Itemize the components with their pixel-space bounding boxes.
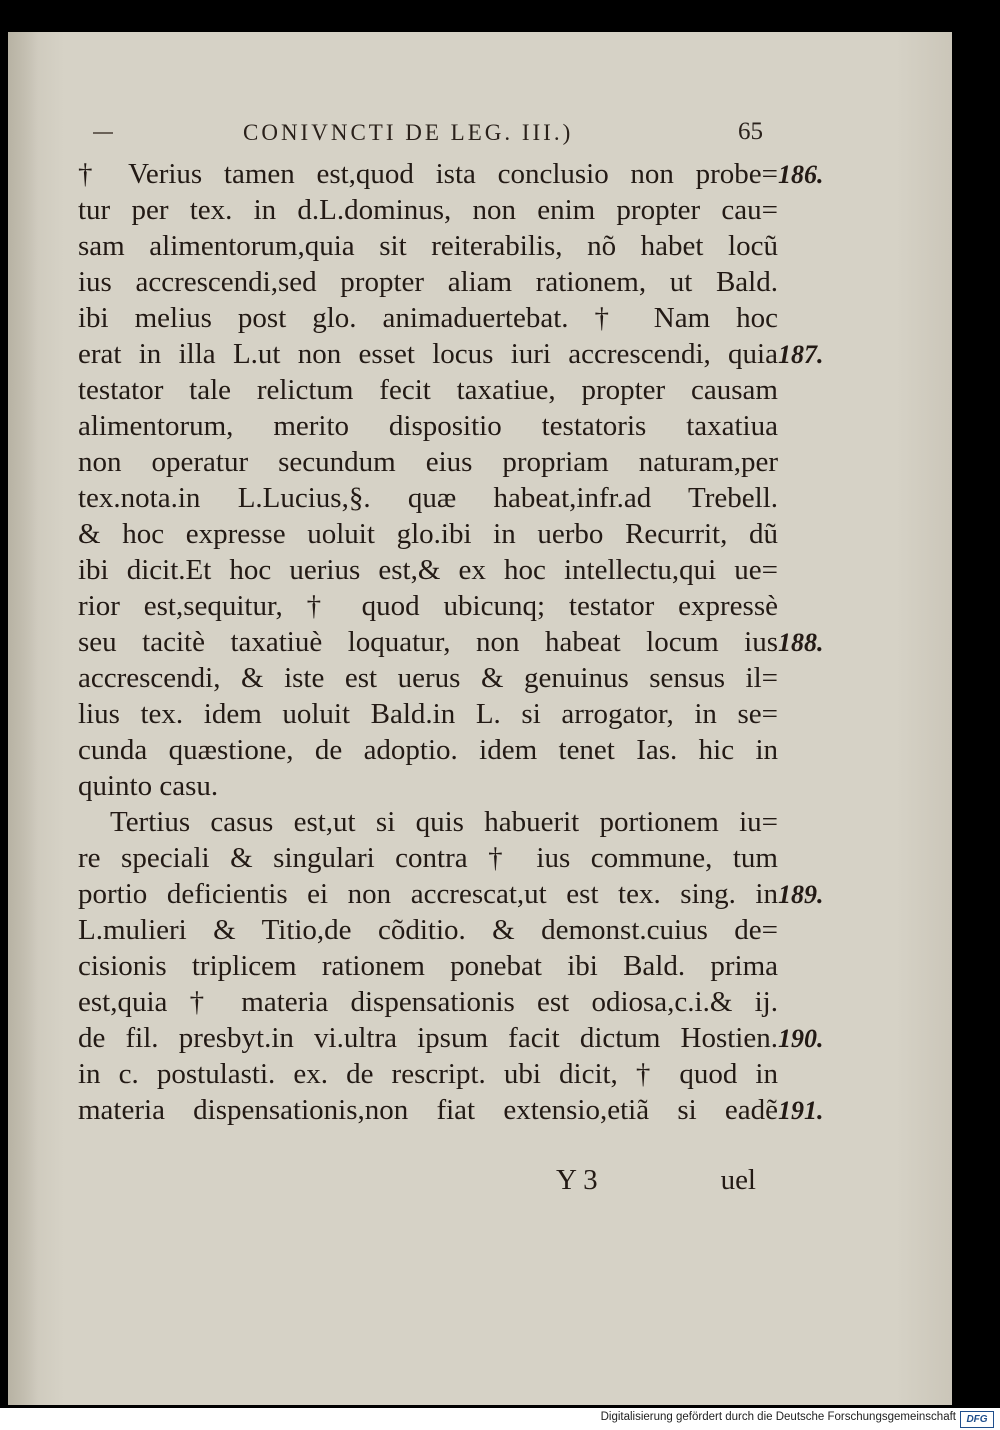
footer-bar — [0, 1408, 1000, 1430]
text-line: tex.nota.in L.Lucius,§. quæ habeat,infr.ad Trebell. — [78, 482, 778, 514]
page-number: 65 — [738, 118, 763, 145]
text-line: cisionis triplicem rationem ponebat ibi Bald. prima — [78, 950, 778, 982]
text-line: rior est,sequitur, † quod ubicunq; testator expressè — [78, 590, 778, 622]
margin-note: 186. — [778, 160, 824, 189]
text-line: portio deficientis ei non accrescat,ut est tex. sing. in — [78, 878, 778, 910]
margin-note: 189. — [778, 880, 824, 909]
text-line: quinto casu. — [78, 770, 219, 802]
text-line: alimentorum, merito dispositio testatoris taxatiua — [78, 410, 778, 442]
signature-mark: Y 3 — [556, 1164, 598, 1196]
body-text — [78, 156, 778, 1128]
text-line: ibi melius post glo. animaduertebat. † Nam hoc — [78, 302, 778, 334]
text-line: in c. postulasti. ex. de rescript. ubi dicit, † quod in — [78, 1058, 778, 1090]
text-line: erat in illa L.ut non esset locus iuri accrescendi, quia — [78, 338, 778, 370]
margin-note: 191. — [778, 1096, 824, 1125]
dfg-logo: DFG — [960, 1411, 994, 1428]
funding-credit: Digitalisierung gefördert durch die Deutsche Forschungsgemeinschaft — [600, 1411, 956, 1423]
text-line: & hoc expresse uoluit glo.ibi in uerbo Recurrit, dũ — [78, 518, 778, 550]
text-line: sam alimentorum,quia sit reiterabilis, nõ habet locũ — [78, 230, 778, 262]
text-line: accrescendi, & iste est uerus & genuinus sensus il= — [78, 662, 778, 694]
text-line: L.mulieri & Titio,de cõditio. & demonst.cuius de= — [78, 914, 778, 946]
book-page — [8, 32, 952, 1405]
text-line: Tertius casus est,ut si quis habuerit portionem iu= — [110, 806, 778, 838]
text-line: seu tacitè taxatiuè loquatur, non habeat locum ius — [78, 626, 778, 658]
text-line: testator tale relictum fecit taxatiue, propter causam — [78, 374, 778, 406]
text-line: † Verius tamen est,quod ista conclusio non probe= — [78, 158, 778, 190]
text-line: ibi dicit.Et hoc uerius est,& ex hoc intellectu,qui ue= — [78, 554, 778, 586]
margin-note: 190. — [778, 1024, 824, 1053]
margin-note: 187. — [778, 340, 824, 369]
text-line: re speciali & singulari contra † ius commune, tum — [78, 842, 778, 874]
text-line: ius accrescendi,sed propter aliam rationem, ut Bald. — [78, 266, 778, 298]
text-line: non operatur secundum eius propriam naturam,per — [78, 446, 778, 478]
page-gutter-shadow — [8, 32, 38, 1405]
header-rule — [93, 132, 113, 134]
text-line: est,quia † materia dispensationis est odiosa,c.i.& ij. — [78, 986, 778, 1018]
catchline — [556, 1164, 756, 1200]
text-line: materia dispensationis,non fiat extensio,etiã si eadẽ — [78, 1094, 778, 1126]
text-line: de fil. presbyt.in vi.ultra ipsum facit dictum Hostien. — [78, 1022, 778, 1054]
text-line: cunda quæstione, de adoptio. idem tenet Ias. hic in — [78, 734, 778, 766]
text-line: lius tex. idem uoluit Bald.in L. si arrogator, in se= — [78, 698, 778, 730]
catchword: uel — [720, 1164, 756, 1196]
text-line: tur per tex. in d.L.dominus, non enim propter cau= — [78, 194, 778, 226]
margin-note: 188. — [778, 628, 824, 657]
running-title: CONIVNCTI DE LEG. III.) — [243, 120, 574, 145]
running-header — [243, 120, 763, 150]
